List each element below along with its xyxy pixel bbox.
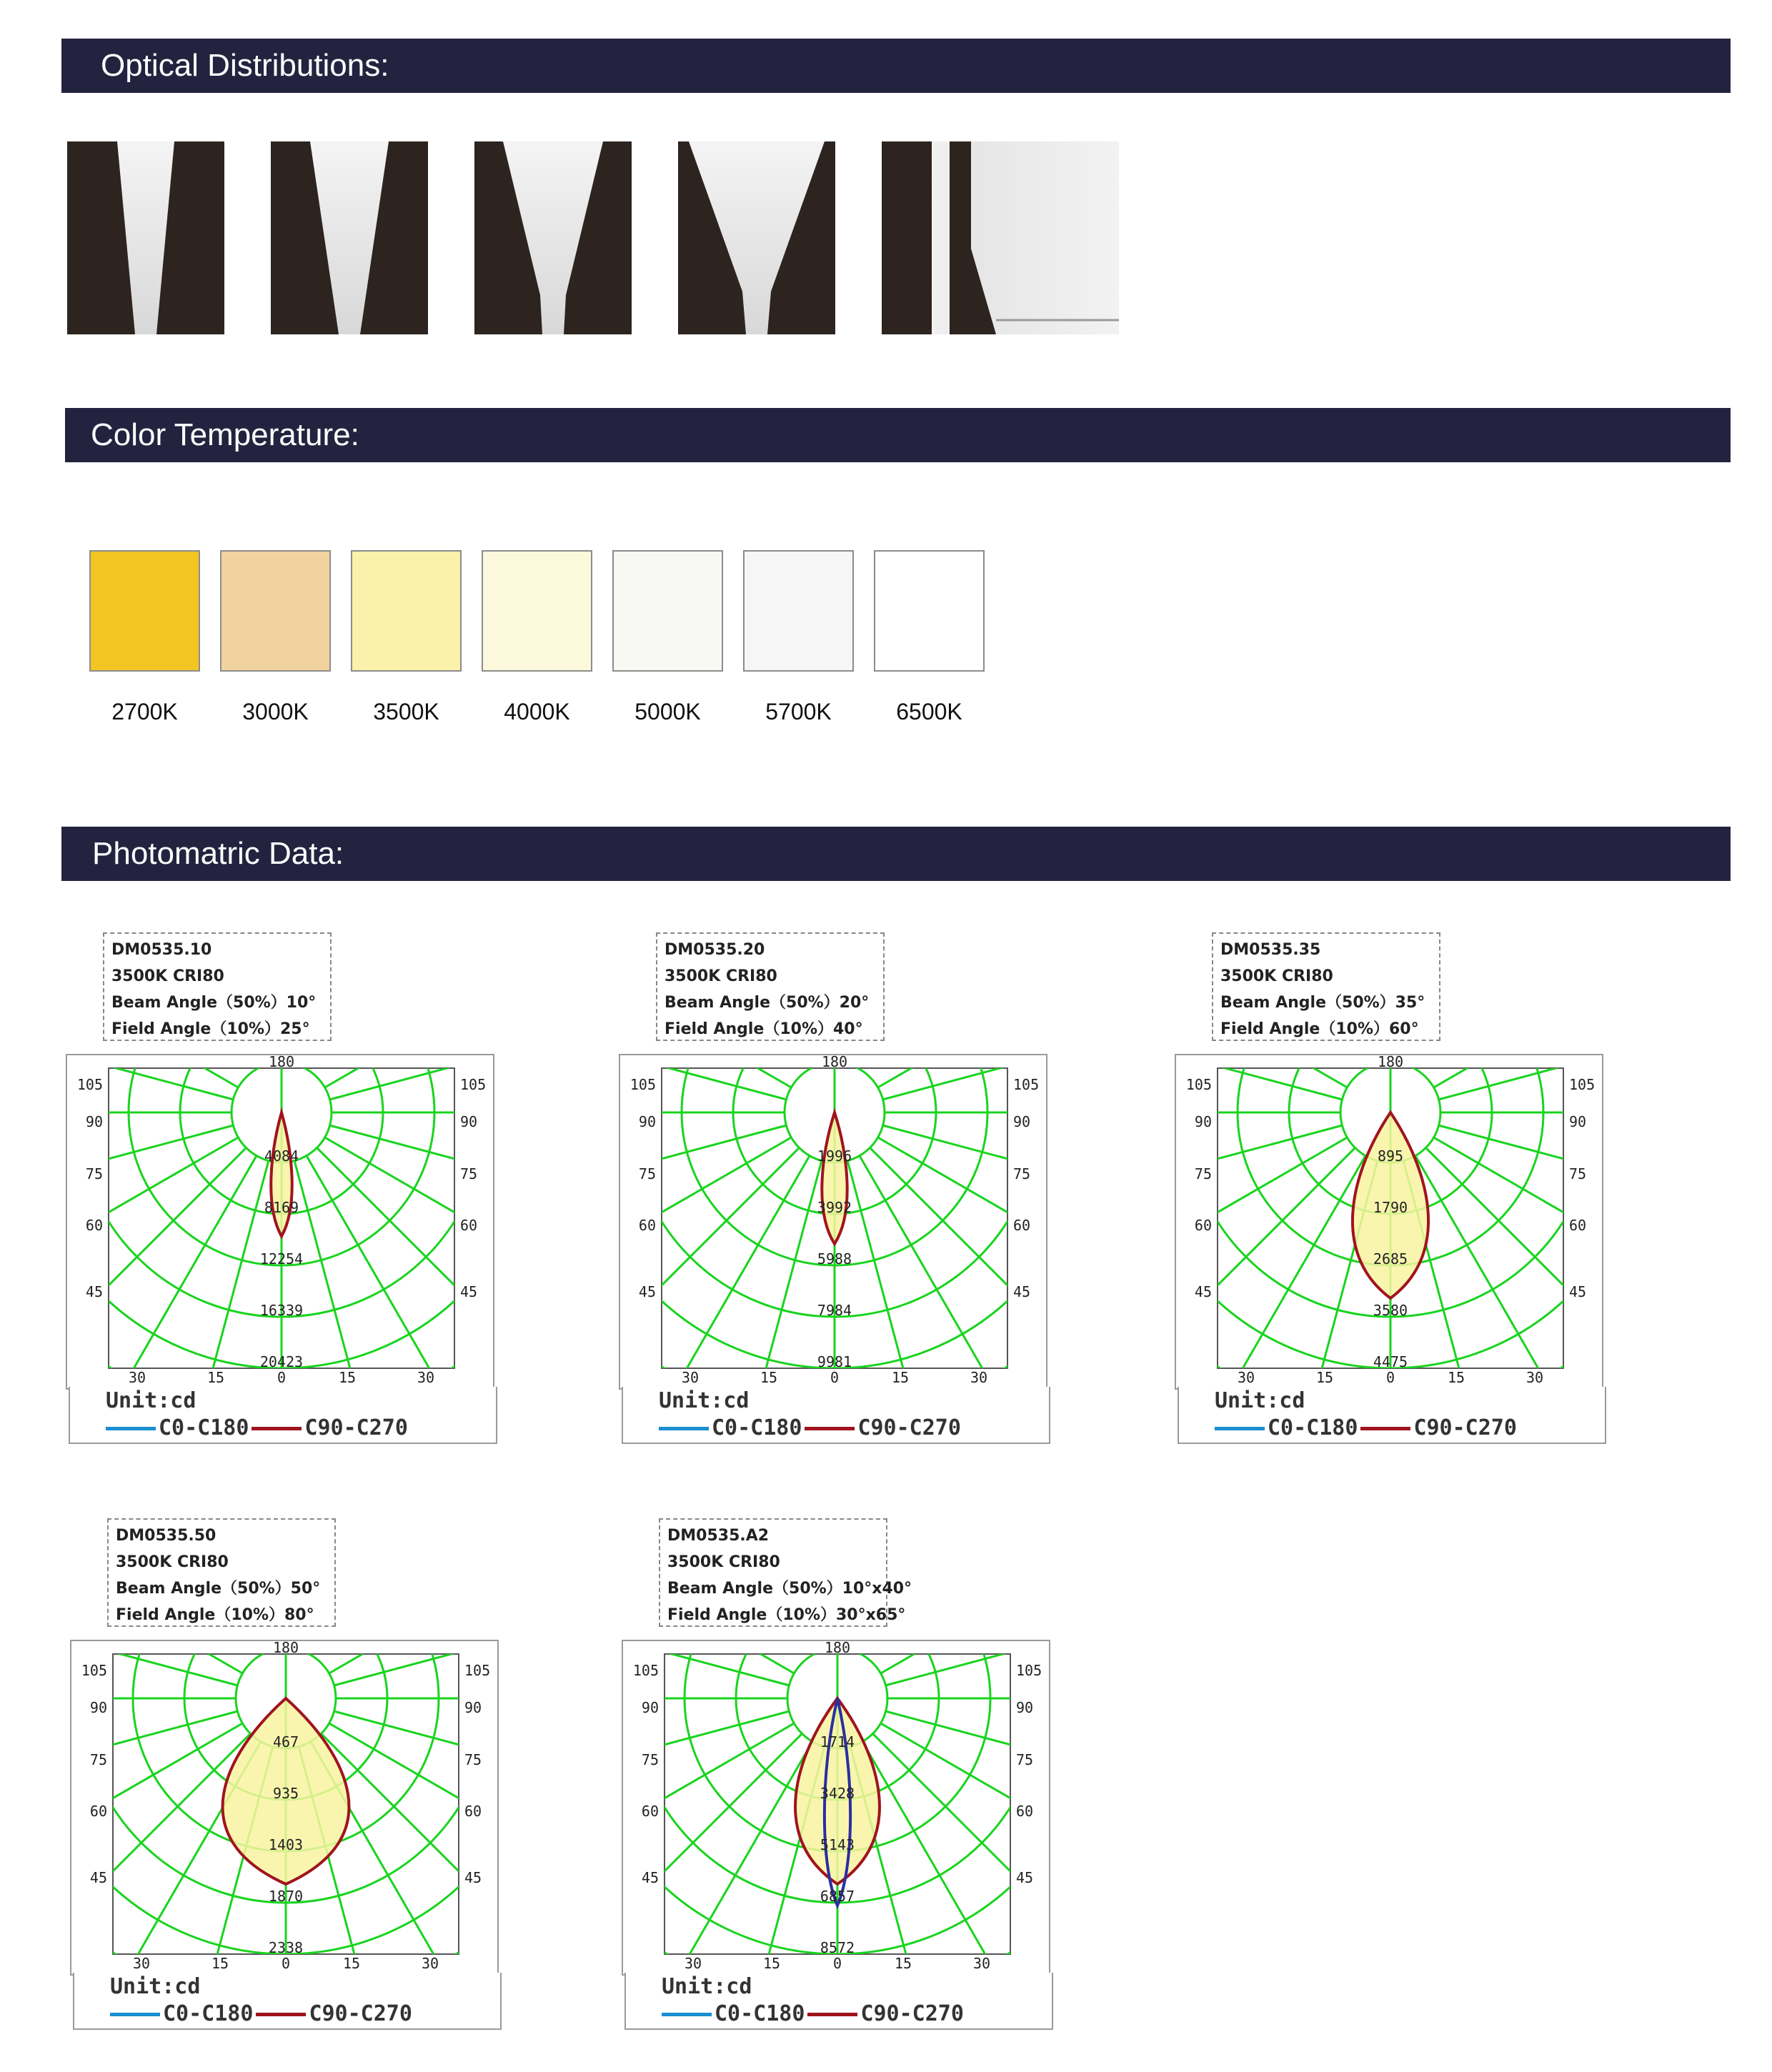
radial-intensity-label: 12254 <box>259 1250 304 1267</box>
radial-intensity-label: 9981 <box>817 1353 852 1370</box>
bottom-scale-label: 15 <box>1315 1369 1334 1386</box>
field-angle: Field Angle（10%）30°x65° <box>667 1606 906 1624</box>
beam-10-illustration <box>67 141 224 334</box>
right-scale-label: 60 <box>460 1217 478 1234</box>
bottom-scale-label: 15 <box>894 1955 912 1972</box>
c0-legend-line <box>110 2013 160 2016</box>
left-scale-label: 90 <box>89 1699 107 1716</box>
cct-cri: 3500K CRI80 <box>111 967 224 985</box>
swatch-2700k <box>89 550 200 672</box>
legend <box>110 2001 412 2026</box>
radial-intensity-label: 3992 <box>817 1199 852 1216</box>
left-scale-label: 60 <box>85 1217 103 1234</box>
bottom-scale-label: 15 <box>338 1369 357 1386</box>
bottom-scale-label: 0 <box>832 1955 842 1972</box>
photometric-card <box>70 1518 513 2061</box>
unit-label: Unit:cd <box>110 1974 201 1999</box>
right-scale-label: 45 <box>1016 1869 1034 1886</box>
c0-legend-label: C0-C180 <box>163 2001 254 2026</box>
swatch-label-4000k: 4000K <box>504 699 570 724</box>
radial-intensity-label: 4475 <box>1373 1353 1408 1370</box>
radial-intensity-label: 3428 <box>820 1785 855 1802</box>
bottom-scale-label: 30 <box>417 1369 435 1386</box>
left-scale-label: 75 <box>638 1165 656 1182</box>
c90-legend-line <box>256 2013 306 2016</box>
bottom-scale-label: 30 <box>684 1955 702 1972</box>
swatch-label-3000k: 3000K <box>242 699 309 724</box>
optical-distribution-beam-20 <box>271 141 428 334</box>
top-scale-label: 180 <box>272 1641 299 1656</box>
right-scale-label: 90 <box>1013 1113 1031 1130</box>
beam-50-illustration <box>678 141 835 334</box>
unit-label: Unit:cd <box>1215 1388 1305 1413</box>
radial-intensity-label: 1714 <box>820 1733 855 1750</box>
cct-cri: 3500K CRI80 <box>116 1553 229 1571</box>
photometric-card <box>66 932 509 1475</box>
radial-intensity-label: 1870 <box>268 1888 304 1905</box>
right-scale-label: 60 <box>1016 1803 1034 1820</box>
right-scale-label: 60 <box>1569 1217 1587 1234</box>
left-scale-label: 75 <box>85 1165 103 1182</box>
left-scale-label: 75 <box>89 1751 107 1768</box>
left-scale-label: 60 <box>1194 1217 1212 1234</box>
left-scale-label: 90 <box>641 1699 659 1716</box>
legend-box <box>69 1387 497 1444</box>
top-scale-label: 180 <box>268 1055 295 1070</box>
radial-intensity-label: 6857 <box>820 1888 855 1905</box>
legend-box <box>622 1387 1050 1444</box>
bottom-scale-label: 30 <box>128 1369 146 1386</box>
c0-legend-line <box>106 1427 156 1430</box>
left-scale-label: 45 <box>638 1283 656 1300</box>
radial-intensity-label: 5143 <box>820 1836 855 1853</box>
bottom-scale-label: 0 <box>277 1369 287 1386</box>
spec-box <box>659 1518 912 1627</box>
right-scale-label: 105 <box>1016 1662 1042 1679</box>
bottom-scale-label: 0 <box>830 1369 840 1386</box>
radial-intensity-label: 8169 <box>264 1199 299 1216</box>
beam-angle: Beam Angle（50%）50° <box>116 1580 321 1598</box>
legend <box>1215 1415 1517 1440</box>
radial-intensity-label: 8572 <box>820 1939 855 1956</box>
left-scale-label: 75 <box>641 1751 659 1768</box>
c90-legend-line <box>807 2013 857 2016</box>
radial-intensity-label: 1790 <box>1373 1199 1408 1216</box>
c90-legend-label: C90-C270 <box>304 1415 408 1440</box>
beam-angle: Beam Angle（50%）10° <box>111 994 317 1012</box>
optical-distribution-beam-50 <box>678 141 835 334</box>
polar-plot <box>70 1640 499 1976</box>
radial-intensity-label: 935 <box>272 1785 299 1802</box>
top-scale-label: 180 <box>824 1641 851 1656</box>
bottom-scale-label: 15 <box>760 1369 778 1386</box>
swatch-label-5700k: 5700K <box>765 699 832 724</box>
left-scale-label: 105 <box>629 1076 656 1093</box>
bottom-scale-label: 15 <box>211 1955 229 1972</box>
swatch-3500k <box>351 550 462 672</box>
optical-distribution-beam-35 <box>474 141 632 334</box>
left-scale-label: 45 <box>89 1869 107 1886</box>
radial-intensity-label: 3580 <box>1373 1302 1408 1319</box>
radial-intensity-label: 1403 <box>268 1836 304 1853</box>
model-number: DM0535.50 <box>116 1527 216 1545</box>
radial-intensity-label: 1996 <box>817 1147 852 1165</box>
cct-cri: 3500K CRI80 <box>667 1553 780 1571</box>
radial-intensity-label: 20423 <box>259 1353 304 1370</box>
right-scale-label: 75 <box>464 1751 482 1768</box>
c0-legend-label: C0-C180 <box>715 2001 805 2026</box>
bottom-scale-label: 30 <box>1525 1369 1544 1386</box>
c0-legend-label: C0-C180 <box>159 1415 249 1440</box>
left-scale-label: 60 <box>89 1803 107 1820</box>
c90-legend-label: C90-C270 <box>309 2001 412 2026</box>
c90-legend-label: C90-C270 <box>1413 1415 1517 1440</box>
bottom-scale-label: 30 <box>1237 1369 1255 1386</box>
cct-cri: 3500K CRI80 <box>1220 967 1333 985</box>
legend <box>662 2001 964 2026</box>
polar-grid-svg <box>71 1641 500 1977</box>
c90-legend-label: C90-C270 <box>857 1415 961 1440</box>
radial-intensity-label: 467 <box>272 1733 299 1750</box>
field-angle: Field Angle（10%）25° <box>111 1020 310 1038</box>
right-scale-label: 75 <box>1016 1751 1034 1768</box>
right-scale-label: 45 <box>460 1283 478 1300</box>
c90-legend-line <box>252 1427 302 1430</box>
bottom-scale-label: 30 <box>970 1369 988 1386</box>
left-scale-label: 60 <box>641 1803 659 1820</box>
swatch-4000k <box>482 550 592 672</box>
unit-label: Unit:cd <box>662 1974 752 1999</box>
color-temperature-header: Color Temperature: <box>65 408 1731 462</box>
radial-intensity-label: 2685 <box>1373 1250 1408 1267</box>
c0-legend-label: C0-C180 <box>712 1415 802 1440</box>
right-scale-label: 105 <box>1013 1076 1040 1093</box>
beam-35-illustration <box>474 141 632 334</box>
radial-intensity-label: 2338 <box>268 1939 304 1956</box>
right-scale-label: 105 <box>1569 1076 1596 1093</box>
swatch-5700k <box>743 550 854 672</box>
photometric-data-header: Photomatric Data: <box>61 827 1731 881</box>
left-scale-label: 105 <box>81 1662 107 1679</box>
bottom-scale-label: 30 <box>132 1955 151 1972</box>
right-scale-label: 45 <box>1569 1283 1587 1300</box>
swatch-label-5000k: 5000K <box>634 699 701 724</box>
legend-box <box>624 1973 1053 2030</box>
c0-legend-line <box>659 1427 709 1430</box>
bottom-scale-label: 30 <box>681 1369 700 1386</box>
top-scale-label: 180 <box>1377 1055 1404 1070</box>
beam-angle: Beam Angle（50%）35° <box>1220 994 1425 1012</box>
right-scale-label: 45 <box>464 1869 482 1886</box>
c0-legend-line <box>1215 1427 1265 1430</box>
radial-intensity-label: 7984 <box>817 1302 852 1319</box>
beam-asymmetric-illustration <box>882 141 1119 334</box>
left-scale-label: 75 <box>1194 1165 1212 1182</box>
legend-box <box>1178 1387 1606 1444</box>
left-scale-label: 105 <box>632 1662 659 1679</box>
photometric-card <box>1175 932 1618 1475</box>
legend-box <box>73 1973 502 2030</box>
left-scale-label: 60 <box>638 1217 656 1234</box>
right-scale-label: 90 <box>1016 1699 1034 1716</box>
right-scale-label: 90 <box>464 1699 482 1716</box>
bottom-scale-label: 30 <box>421 1955 439 1972</box>
bottom-scale-label: 15 <box>1447 1369 1465 1386</box>
right-scale-label: 60 <box>1013 1217 1031 1234</box>
model-number: DM0535.20 <box>664 941 765 959</box>
right-scale-label: 75 <box>1569 1165 1587 1182</box>
field-angle: Field Angle（10%）40° <box>664 1020 863 1038</box>
left-scale-label: 90 <box>638 1113 656 1130</box>
right-scale-label: 75 <box>1013 1165 1031 1182</box>
swatch-label-2700k: 2700K <box>111 699 178 724</box>
left-scale-label: 45 <box>1194 1283 1212 1300</box>
unit-label: Unit:cd <box>106 1388 196 1413</box>
right-scale-label: 75 <box>460 1165 478 1182</box>
swatch-3000k <box>220 550 331 672</box>
polar-plot <box>1175 1054 1603 1390</box>
left-scale-label: 90 <box>1194 1113 1212 1130</box>
left-scale-label: 90 <box>85 1113 103 1130</box>
c90-legend-line <box>805 1427 855 1430</box>
spec-box <box>1212 932 1440 1041</box>
optical-distribution-beam-10 <box>67 141 224 334</box>
bottom-scale-label: 15 <box>891 1369 910 1386</box>
beam-angle: Beam Angle（50%）20° <box>664 994 870 1012</box>
right-scale-label: 105 <box>460 1076 487 1093</box>
c90-legend-label: C90-C270 <box>860 2001 964 2026</box>
legend <box>106 1415 408 1440</box>
optical-distributions-header: Optical Distributions: <box>61 39 1731 93</box>
c90-legend-line <box>1360 1427 1410 1430</box>
right-scale-label: 45 <box>1013 1283 1031 1300</box>
bottom-scale-label: 15 <box>762 1955 781 1972</box>
spec-box <box>103 932 332 1041</box>
swatch-5000k <box>612 550 723 672</box>
beam-angle: Beam Angle（50%）10°x40° <box>667 1580 912 1598</box>
unit-label: Unit:cd <box>659 1388 750 1413</box>
beam-20-illustration <box>271 141 428 334</box>
bottom-scale-label: 30 <box>972 1955 991 1972</box>
spec-box <box>107 1518 336 1627</box>
polar-grid-svg <box>67 1055 496 1391</box>
c0-legend-line <box>662 2013 712 2016</box>
spec-box <box>656 932 885 1041</box>
left-scale-label: 45 <box>641 1869 659 1886</box>
swatch-label-6500k: 6500K <box>896 699 962 724</box>
optical-distribution-beam-asymmetric <box>882 141 1119 334</box>
radial-intensity-label: 16339 <box>259 1302 304 1319</box>
field-angle: Field Angle（10%）80° <box>116 1606 314 1624</box>
bottom-scale-label: 0 <box>1385 1369 1395 1386</box>
cct-cri: 3500K CRI80 <box>664 967 777 985</box>
bottom-scale-label: 15 <box>206 1369 225 1386</box>
swatch-label-3500k: 3500K <box>373 699 439 724</box>
legend <box>659 1415 961 1440</box>
polar-plot <box>622 1640 1050 1976</box>
polar-plot <box>66 1054 494 1390</box>
right-scale-label: 90 <box>1569 1113 1587 1130</box>
field-angle: Field Angle（10%）60° <box>1220 1020 1419 1038</box>
polar-plot <box>619 1054 1047 1390</box>
radial-intensity-label: 4084 <box>264 1147 299 1165</box>
bottom-scale-label: 15 <box>342 1955 361 1972</box>
radial-intensity-label: 5988 <box>817 1250 852 1267</box>
right-scale-label: 105 <box>464 1662 491 1679</box>
polar-grid-svg <box>620 1055 1049 1391</box>
radial-intensity-label: 895 <box>1377 1147 1404 1165</box>
c0-legend-label: C0-C180 <box>1268 1415 1358 1440</box>
left-scale-label: 45 <box>85 1283 103 1300</box>
bottom-scale-label: 0 <box>281 1955 291 1972</box>
polar-grid-svg <box>623 1641 1052 1977</box>
model-number: DM0535.35 <box>1220 941 1321 959</box>
model-number: DM0535.10 <box>111 941 212 959</box>
right-scale-label: 90 <box>460 1113 478 1130</box>
top-scale-label: 180 <box>821 1055 848 1070</box>
photometric-card <box>622 1518 1065 2061</box>
right-scale-label: 60 <box>464 1803 482 1820</box>
polar-grid-svg <box>1176 1055 1605 1391</box>
left-scale-label: 105 <box>76 1076 103 1093</box>
model-number: DM0535.A2 <box>667 1527 770 1545</box>
left-scale-label: 105 <box>1185 1076 1212 1093</box>
swatch-6500k <box>874 550 985 672</box>
photometric-card <box>619 932 1062 1475</box>
